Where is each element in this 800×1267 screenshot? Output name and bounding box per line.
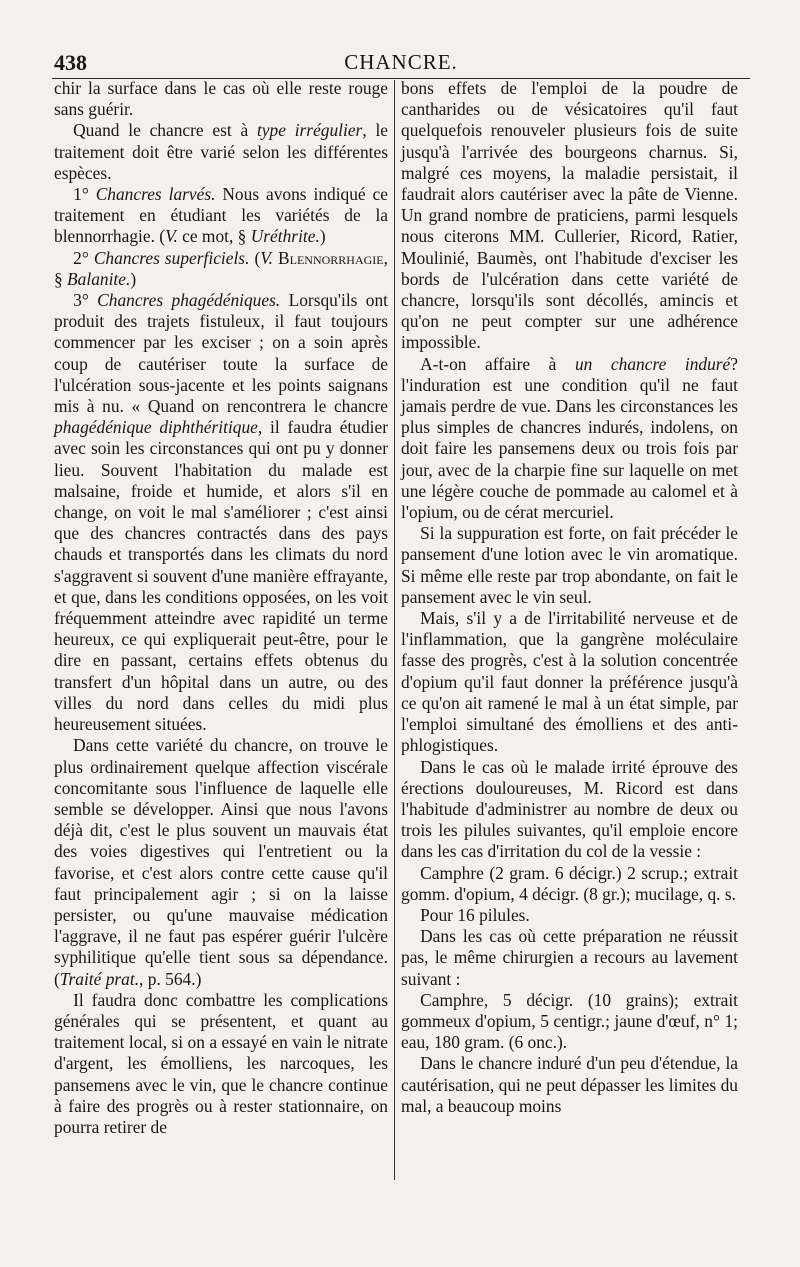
paragraph: Quand le chancre est à type irrégulier, le traitement doit être varié selon les différentes espèces. [54,120,388,183]
paragraph: 3° Chancres phagédéniques. Lorsqu'ils ont produit des trajets fistuleux, il faut toujours commencer par les exciser ; on a soin après coup de cautériser toute la surface de l'ulcération sous-jacente et les points saignans mis à nu. « Quand on rencontrera le chancre phagédénique diphthéritique, il faudra étudier avec soin les circonstances qui ont pu y donner lieu. Souvent l'habitation du malade est malsaine, froide et humide, et alors s'il en change, on voit le mal s'améliorer ; c'est ainsi que des chancres contractés dans des pays chauds et transportés dans les climats du nord s'aggravent si souvent d'une manière effrayante, et que, dans les conditions opposées, on les voit fréquemment atteindre avec rapidité un terme heureux, ce qui expliquerait peut-être, pour le dire en passant, certains effets obtenus du transfert d'un hôpital dans un autre, ou des villes du nord dans celles du midi plus heureusement situées. [54,290,389,735]
paragraph: Camphre (2 gram. 6 décigr.) 2 scrup.; extrait gomm. d'opium, 4 décigr. (8 gr.); mucilage, q. s. [401,862,738,904]
running-head: CHANCRE. [344,50,458,74]
right-column [401,78,738,1117]
paragraph: bons effets de l'emploi de la poudre de cantharides ou de vésicatoires qu'il faut quelquefois renouveler plusieurs fois de suite jusqu'à l'arrivée des bourgeons charnus. Si, malgré ces moyens, la maladie persistait, il faudrait alors cautériser avec la pâte de Vienne. Un grand nombre de praticiens, parmi lesquels nous citerons MM. Cullerier, Ricord, Ratier, Moulinié, Baumès, ont l'habitude d'exciser les bords de l'ulcération dans cette variété de chancre, lorsqu'ils sont décollés, amincis et qu'on ne peut compter sur une adhérence impossible. [401,78,738,353]
paragraph: Pour 16 pilules. [420,904,530,925]
page-header [52,50,750,79]
paragraph: chir la surface dans le cas où elle reste rouge sans guérir. [54,78,388,120]
paragraph: Si la suppuration est forte, on fait précéder le pansement d'une lotion avec le vin aromatique. Si même elle reste par trop abondante, on fait le pansement avec le vin seul. [401,523,738,607]
page-number: 438 [54,50,87,75]
paragraph: Il faudra donc combattre les complications générales qui se présentent, et quant au traitement local, si on a essayé en vain le nitrate d'argent, les émolliens, les narcoques, les pansemens avec le vin, que le chancre continue à faire des progrès ou à rester stationnaire, on pourra retirer de [54,989,388,1137]
paragraph: Mais, s'il y a de l'irritabilité nerveuse et de l'inflammation, que la gangrène moléculaire fasse des progrès, c'est à la solution concentrée d'opium qu'il faut donner la préférence jusqu'à ce qu'on ait ramené le mal à un état simple, par l'emploi simultané des émolliens et des anti-phlogistiques. [401,608,738,756]
paragraph: Camphre, 5 décigr. (10 grains); extrait gommeux d'opium, 5 centigr.; jaune d'œuf, n° 1; eau, 180 gram. (6 onc.). [401,989,738,1053]
paragraph: Dans le cas où le malade irrité éprouve des érections douloureuses, M. Ricord est dans l'habitude d'administrer au nombre de deux ou trois les pilules suivantes, qu'il emploie encore dans les cas d'irritation du col de la vessie : [401,756,738,862]
paragraph: A-t-on affaire à un chancre induré? l'induration est une condition qu'il ne faut jamais perdre de vue. Dans les circonstances les plus simples de chancres indurés, indolens, on doit faire les pansemens deux ou trois fois par jour, avec de la charpie fine sur laquelle on met une légère couche de pommade au calomel et à l'opium, ou de cérat mercuriel. [401,353,738,523]
paragraph: Dans le chancre induré d'un peu d'étendue, la cautérisation, qui ne peut dépasser les limites du mal, a beaucoup moins [401,1053,738,1116]
paragraph: Dans cette variété du chancre, on trouve le plus ordinairement quelque affection viscérale concomitante sous l'influence de laquelle elle semble se développer. Ainsi que nous l'avons déjà dit, c'est le plus souvent un mauvais état des voies digestives qui l'entretient ou la favorise, et c'est alors contre cette cause qu'il faut principalement agir ; si on la laisse persister, ou qu'une mauvaise médication l'aggrave, il ne faut pas espérer guérir l'ulcère syphilitique qu'elle tient sous sa dépendance. (Traité prat., p. 564.) [54,735,388,989]
column-divider [394,80,395,1180]
paragraph: 2° Chancres superficiels. (V. Blennorrhagie, § Balanite.) [54,247,388,289]
left-column [54,78,388,1138]
paragraph: 1° Chancres larvés. Nous avons indiqué ce traitement en étudiant les variétés de la blennorrhagie. (V. ce mot, § Uréthrite.) [54,184,388,247]
paragraph: Dans les cas où cette préparation ne réussit pas, le même chirurgien a recours au lavement suivant : [401,926,738,989]
